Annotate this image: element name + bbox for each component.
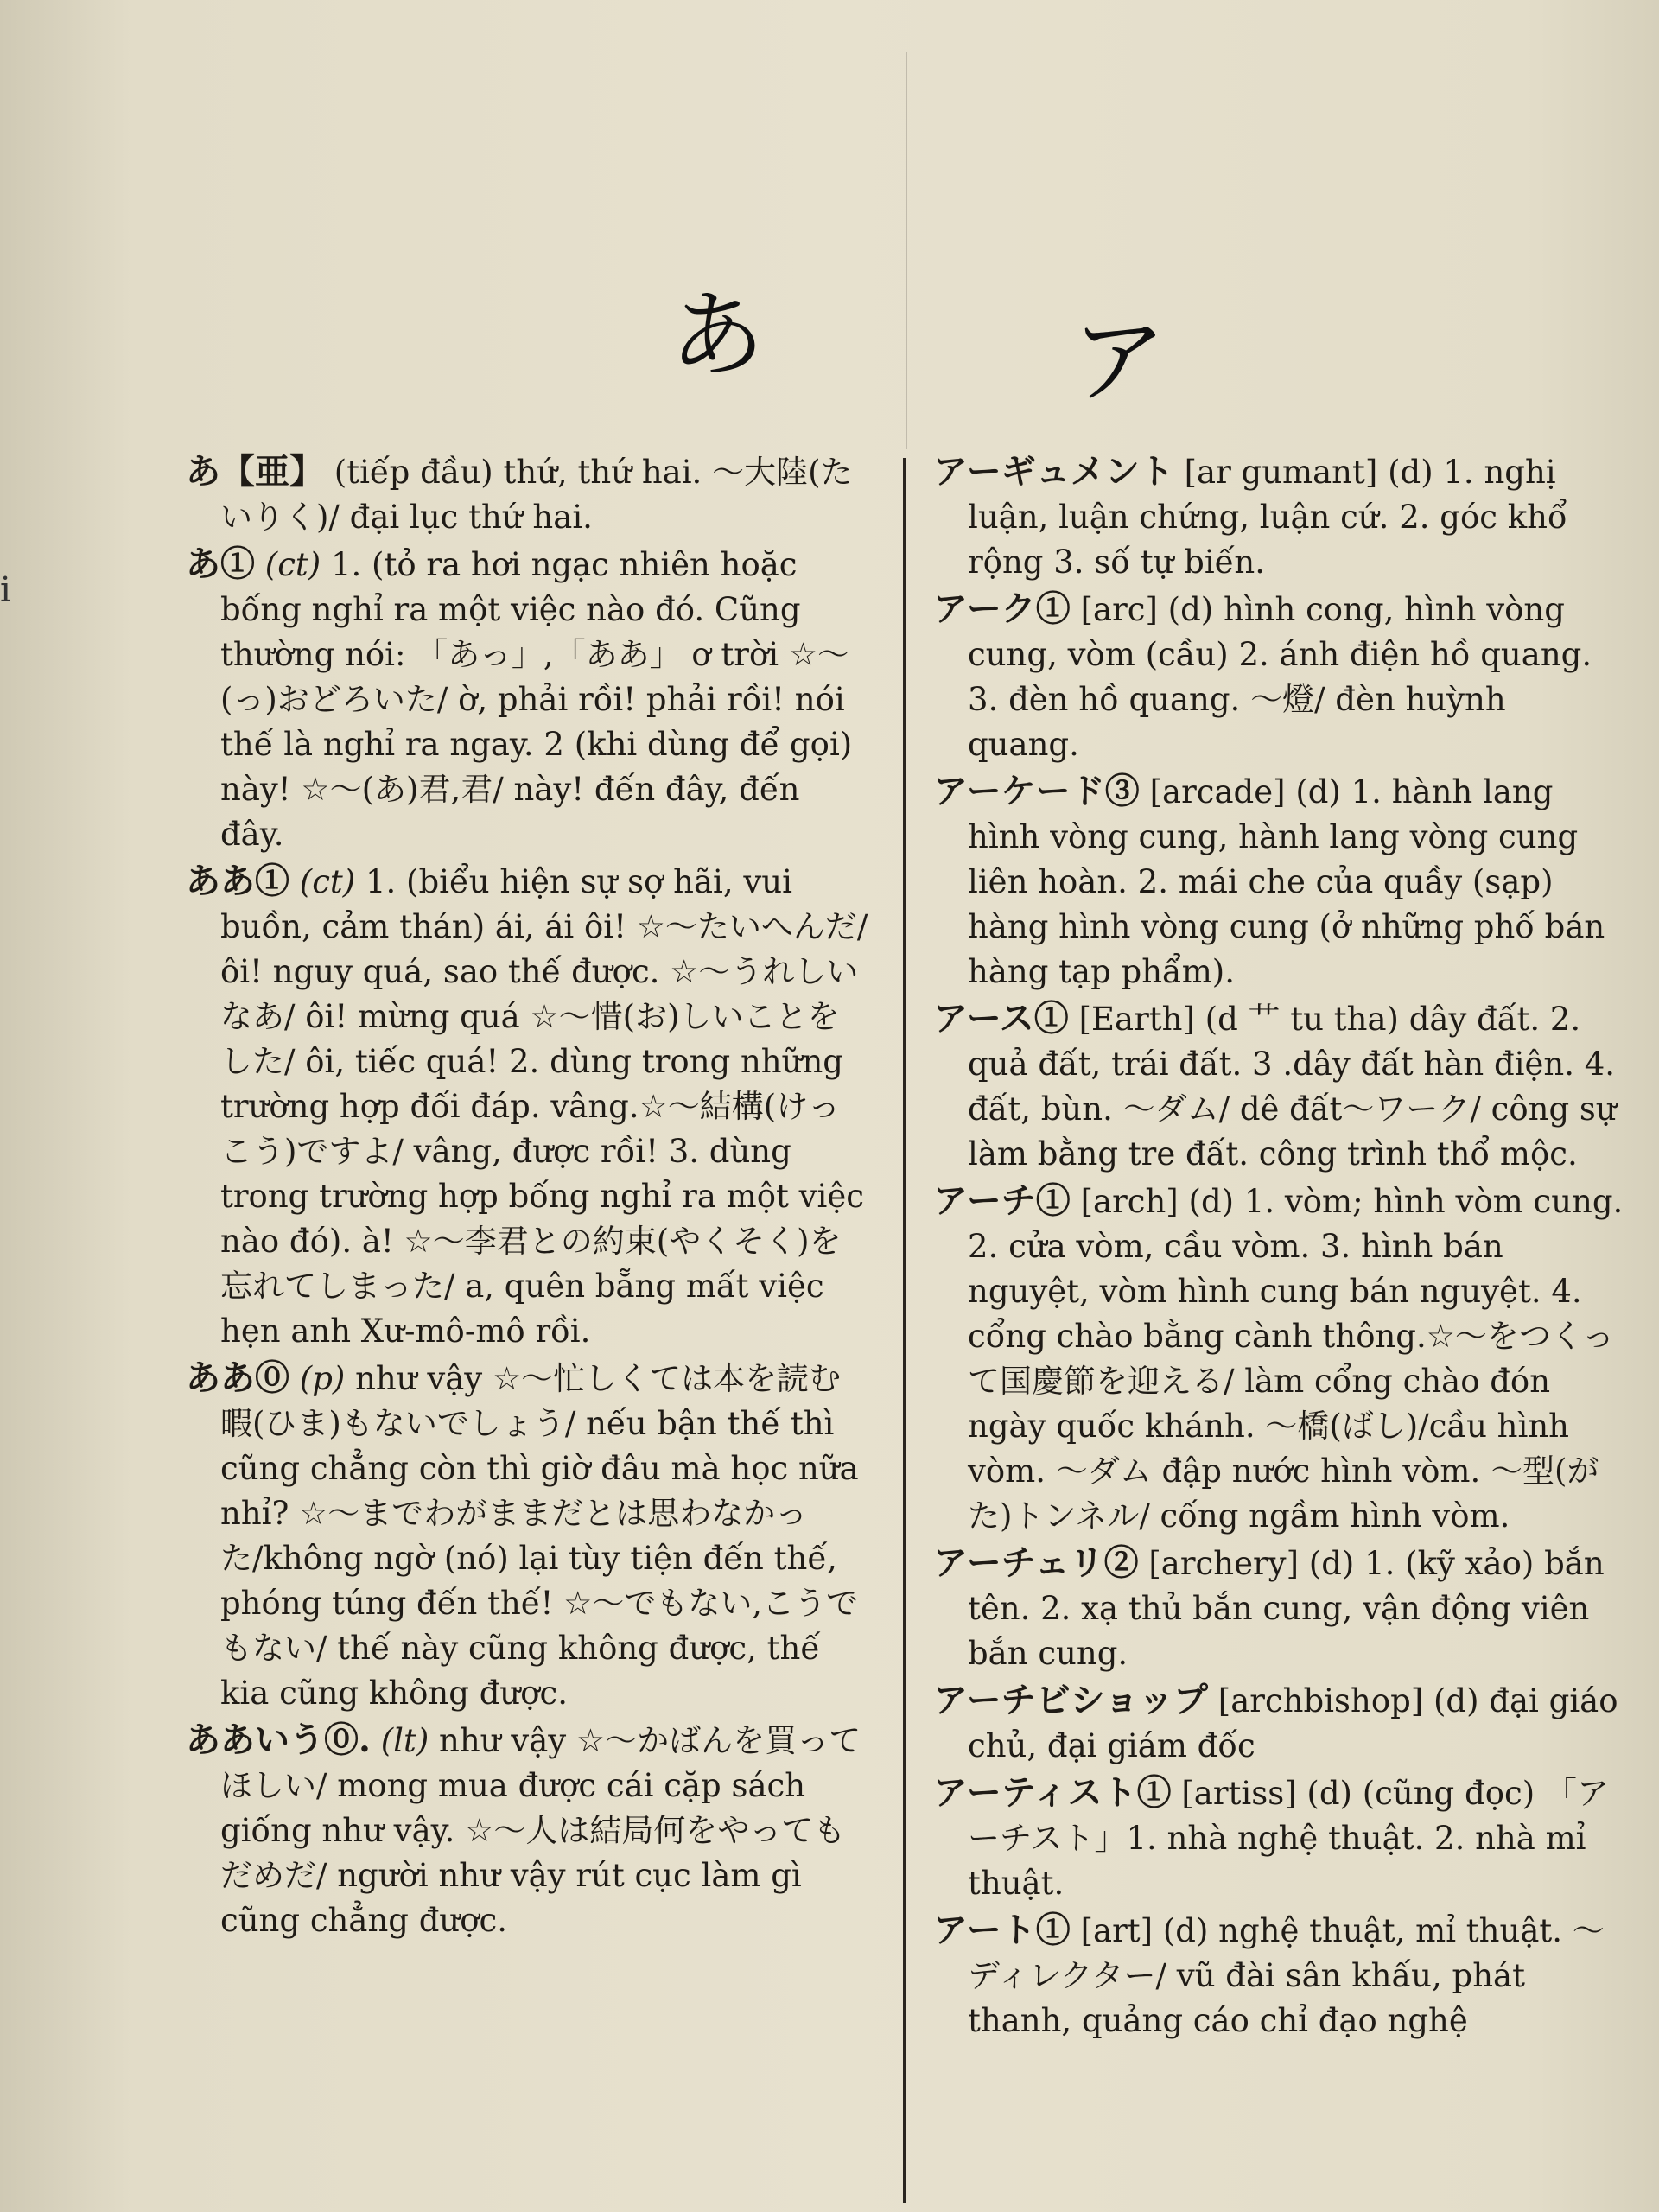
section-header-hiragana: あ xyxy=(670,280,765,391)
left-column xyxy=(186,449,868,1945)
headword: ああ⓪ xyxy=(186,1357,289,1398)
part-of-speech: (p) xyxy=(289,1360,346,1397)
bleed-through-text xyxy=(199,26,1581,432)
dictionary-entry xyxy=(186,449,868,540)
definition: [artiss] (d) (cũng đọc) 「アーチスト」1. nhà nghệ thuật. 2. nhà mỉ thuật. xyxy=(968,1775,1609,1902)
headword: アーク① xyxy=(933,588,1071,629)
page-edge-mark: i xyxy=(0,570,11,610)
headword: アーギュメント xyxy=(933,451,1174,492)
definition: [Earth] (d ⺾ tu tha) dây đất. 2. quả đất, trái đất. 3 .dây đất hàn điện. 4. đất, bùn. ～ダム/ dê đất～ワーク/ công sự làm bằng tre đất. công trình thổ mộc. xyxy=(968,1001,1617,1173)
part-of-speech: (ct) xyxy=(289,863,356,900)
part-of-speech: (ct) xyxy=(255,546,321,583)
definition: 1. (biểu hiện sự sợ hãi, vui buồn, cảm thán) ái, ái ôi! ☆～たいへんだ/ ôi! nguy quá, sao thế được. ☆～うれしいなあ/ ôi! mừng quá ☆～惜(お)しいことをした/ ôi, tiếc quá! 2. dùng trong những trường hợp đối đáp. vâng.☆～結構(けっこう)ですよ/ vâng, được rồi! 3. dùng trong trường hợp bống nghỉ ra một việc nào đó). à! ☆～李君との約束(やくそく)を忘れてしまった/ a, quên bẵng mất việc hẹn anh Xư-mô-mô rồi. xyxy=(220,863,868,1350)
headword: アーチ① xyxy=(933,1180,1071,1221)
headword: アース① xyxy=(933,998,1069,1039)
dictionary-entry xyxy=(186,859,868,1354)
section-header-katakana: ア xyxy=(1071,306,1166,416)
dictionary-entry xyxy=(186,1356,868,1716)
dictionary-entry xyxy=(933,769,1624,995)
definition: [archery] (d) 1. (kỹ xảo) bắn tên. 2. xạ thủ bắn cung, vận động viên bắn cung. xyxy=(968,1545,1605,1672)
dictionary-entry xyxy=(933,1179,1624,1539)
headword: アート① xyxy=(933,1910,1071,1950)
definition: [arch] (d) 1. vòm; hình vòm cung. 2. cửa vòm, cầu vòm. 3. hình bán nguyệt, vòm hình cung bán nguyệt. 4. cổng chào bằng cành thông.☆～をつくって国慶節を迎える/ làm cổng chào đón ngày quốc khánh. ～橋(ばし)/cầu hình vòm. ～ダム đập nước hình vòm. ～型(がた)トンネル/ cống ngầm hình vòm. xyxy=(968,1183,1624,1535)
definition: [art] (d) nghệ thuật, mỉ thuật. ～ディレクター/ vũ đài sân khấu, phát thanh, quảng cáo chỉ đạo nghệ xyxy=(968,1912,1605,2039)
column-divider-faint xyxy=(906,52,907,449)
dictionary-entry xyxy=(933,1541,1624,1676)
headword: アーチビショップ xyxy=(933,1680,1208,1720)
definition: như vậy ☆～忙しくては本を読む暇(ひま)もないでしょう/ nếu bận thế thì cũng chẳng còn thì giờ đâu mà học nữa nhỉ? ☆～までわがままだとは思わなかった/không ngờ (nó) lại tùy tiện đến thế, phóng túng đến thế! ☆～でもない,こうでもない/ thế này cũng không được, thế kia cũng không được. xyxy=(220,1360,859,1712)
definition: [arcade] (d) 1. hành lang hình vòng cung, hành lang vòng cung liên hoàn. 2. mái che của quầy (sạp) hàng hình vòng cung (ở những phố bán hàng tạp phẩm). xyxy=(968,773,1605,990)
part-of-speech: (lt) xyxy=(370,1722,429,1759)
headword: ああ① xyxy=(186,861,289,901)
headword: アーケード③ xyxy=(933,771,1140,811)
definition: như vậy ☆～かばんを買ってほしい/ mong mua được cái cặp sách giống như vậy. ☆～人は結局何をやってもだめだ/ người như vậy rút cục làm gì cũng chẳng được. xyxy=(220,1722,861,1939)
column-divider xyxy=(903,458,906,2203)
headword: アーティスト① xyxy=(933,1772,1172,1813)
headword: アーチェリ② xyxy=(933,1542,1139,1583)
definition: [arc] (d) hình cong, hình vòng cung, vòm (cầu) 2. ánh điện hồ quang. 3. đèn hồ quang. ～燈/ đèn huỳnh quang. xyxy=(968,591,1592,763)
dictionary-entry xyxy=(933,1908,1624,2044)
definition: 1. (tỏ ra hơi ngạc nhiên hoặc bống nghỉ ra một việc nào đó. Cũng thường nói: 「あっ」,「ああ」 ơ trời ☆～(っ)おどろいた/ ờ, phải rồi! phải rồi! nói thế là nghỉ ra ngay. 2 (khi dùng để gọi) này! ☆～(あ)君,君/ này! đến đây, đến đây. xyxy=(220,546,853,853)
right-column xyxy=(933,449,1624,2045)
dictionary-entry xyxy=(933,587,1624,767)
definition: [ar gumant] (d) 1. nghị luận, luận chứng, luận cứ. 2. góc khổ rộng 3. số tự biến. xyxy=(968,454,1567,581)
dictionary-entry xyxy=(933,1770,1624,1906)
headword: ああいう⓪. xyxy=(186,1719,371,1760)
headword: あ① xyxy=(186,543,255,584)
dictionary-entry xyxy=(933,996,1624,1177)
definition: (tiếp đầu) thứ, thứ hai. ～大陸(たいりく)/ đại lục thứ hai. xyxy=(220,454,853,536)
dictionary-entry xyxy=(186,1718,868,1943)
dictionary-entry xyxy=(933,1678,1624,1769)
dictionary-entry xyxy=(186,542,868,857)
dictionary-entry xyxy=(933,449,1624,585)
headword: あ【亜】 xyxy=(186,451,324,492)
definition: [archbishop] (d) đại giáo chủ, đại giám đốc xyxy=(968,1682,1618,1764)
